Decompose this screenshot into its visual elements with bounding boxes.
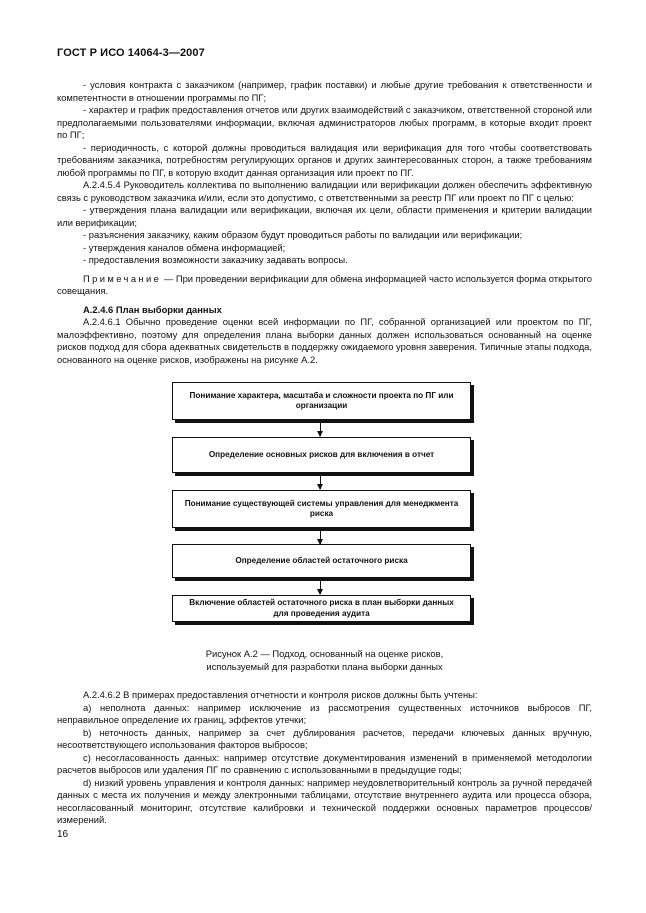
section-heading: А.2.4.6 План выборки данных <box>83 303 222 315</box>
flow-arrow <box>320 530 321 544</box>
figure-caption <box>57 648 592 673</box>
paragraph: - предоставления возможности заказчику задавать вопросы. <box>83 254 348 265</box>
paragraph: с) несогласованность данных: например отсутствие документирования изменений в применяемой методологии расчетов выбросов или удаления ПГ по сравнению с использованными в предыдущие годы; <box>57 751 592 775</box>
flow-step-4: Определение областей остаточного риска <box>172 544 471 578</box>
figure-caption-line: Рисунок А.2 — Подход, основанный на оценке рисков, <box>205 648 444 659</box>
paragraph: А.2.4.6.1 Обычно проведение оценки всей информации по ПГ, собранной организацией или проектом по ПГ, малоэффективно, поэтому для определения плана выборки данных должен использоваться основанный на оценке рисков подход для сбора адекватных свидетельств в поддержку ожидаемого уровня заверения. Типичные этапы подхода, основанного на оценке рисков, изображены на рисунке А.2. <box>57 316 592 365</box>
text-block-bottom <box>57 689 592 827</box>
flow-step-5: Включение областей остаточного риска в план выборки данных для проведения аудита <box>172 595 471 622</box>
document-header: ГОСТ Р ИСО 14064-3—2007 <box>57 47 205 59</box>
paragraph: b) неточность данных, например за счет дублирования расчетов, передачи ключевых данных вручную, несоответствующего использования факторов выбросов; <box>57 726 592 750</box>
flow-arrow <box>320 422 321 436</box>
flow-arrow <box>320 580 321 594</box>
flow-arrow <box>320 475 321 489</box>
paragraph: - разъяснения заказчику, каким образом будут проводиться работы по валидации или верификации; <box>83 229 523 240</box>
paragraph: - условия контракта с заказчиком (например, график поставки) и любые другие требования к ответственности и компетентности в отношении программы по ПГ; <box>57 79 592 103</box>
flow-step-3: Понимание существующей системы управления для менеджмента риска <box>172 490 471 528</box>
paragraph: а) неполнота данных: например исключение из рассмотрения существенных источников выбросов ПГ, неправильное определение их границ, эффектов утечки; <box>57 701 592 725</box>
paragraph: А.2.4.6.2 В примерах предоставления отчетности и контроля рисков должны быть учтены: <box>83 689 478 700</box>
page-number: 16 <box>57 829 69 840</box>
paragraph: - периодичность, с которой должны проводиться валидация или верификация для того чтобы соответствовать требованиям заказчика, потребностям регулирующих органов и других заинтересованных сторон, а также требованиям любой программы по ПГ, в которую входит данная организация или проект по ПГ. <box>57 141 592 178</box>
figure-caption-line: используемый для разработки плана выборки данных <box>206 660 443 672</box>
note-paragraph <box>57 273 592 298</box>
paragraph: - утверждения плана валидации или верификации, включая их цели, области применения и критерии валидации или верификации; <box>57 204 592 228</box>
note-text: — При проведении верификации для обмена информацией часто используется форма открытого совещания. <box>57 272 592 296</box>
paragraph: - утверждения каналов обмена информацией; <box>83 241 286 253</box>
paragraph: - характер и график предоставления отчетов или других взаимодействий с заказчиком, ответственной стороной или предполагаемыми пользователями информации, включая администраторов любых программ, в которые входит проект по ПГ; <box>57 104 592 140</box>
paragraph: А.2.4.5.4 Руководитель коллектива по выполнению валидации или верификации должен обеспечить эффективную связь с руководством заказчика и/или, если это допустимо, с ответственными за реестр ПГ или проект по ПГ с целью: <box>57 179 592 203</box>
text-block-top <box>57 79 592 366</box>
flow-step-2: Определение основных рисков для включения в отчет <box>172 437 471 473</box>
paragraph: d) низкий уровень управления и контроля данных: например неудовлетворительный контроль за ручной передачей данных с места их получения и между электронными таблицами, отсутствие внутреннего аудита или процесса обзора, несогласованный мониторинг, отсутствие калибровки и технической поддержки основных параметров процессов/измерений. <box>57 776 592 825</box>
flowchart <box>172 382 475 624</box>
note-label: Примечание <box>83 272 162 284</box>
flow-step-1: Понимание характера, масштаба и сложности проекта по ПГ или организации <box>172 382 471 420</box>
